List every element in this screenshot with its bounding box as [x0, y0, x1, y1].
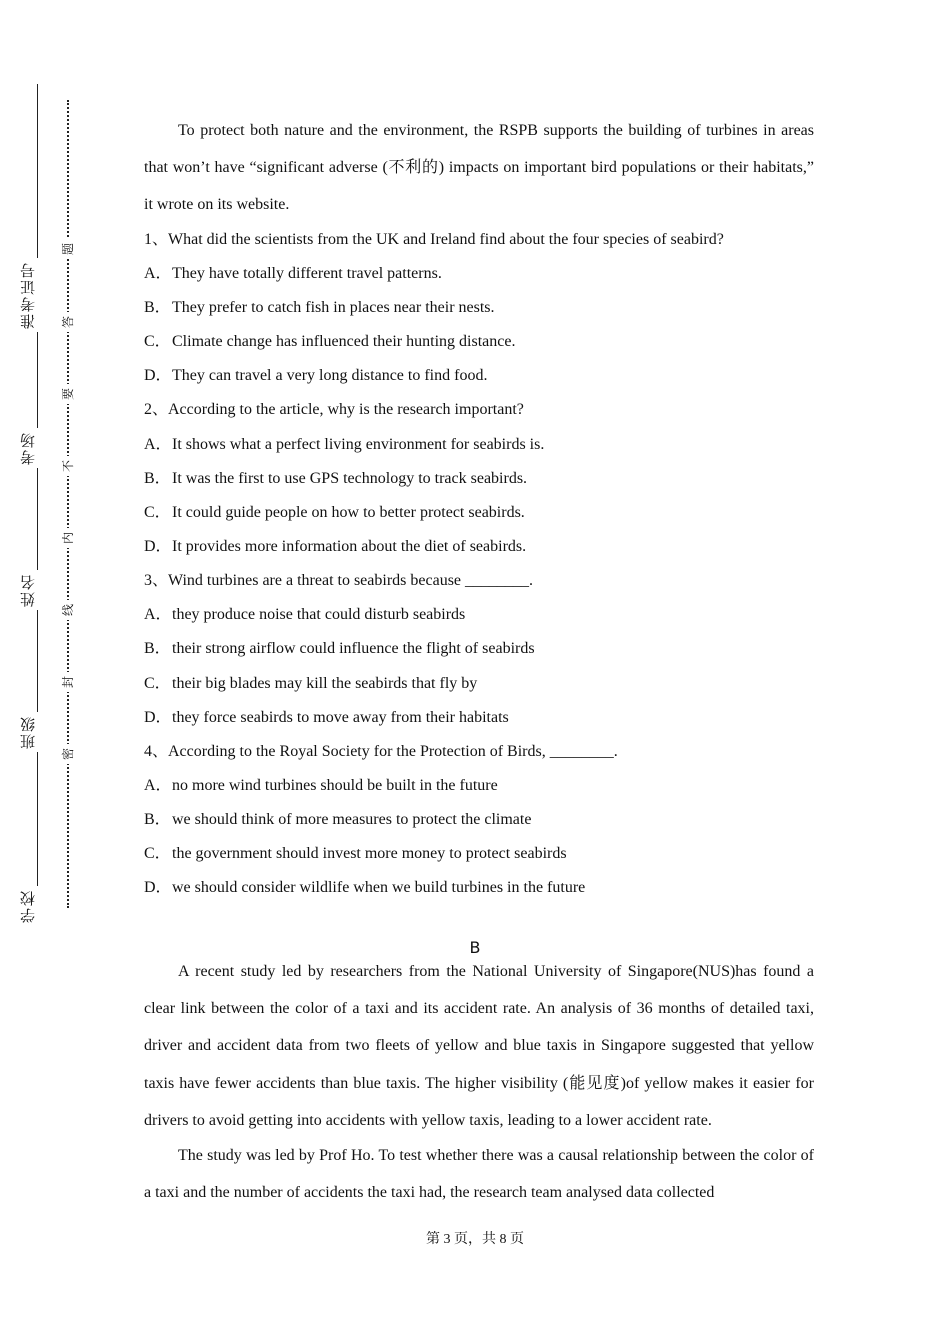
option-letter: B． — [144, 811, 171, 828]
option-letter: A． — [144, 436, 172, 453]
option-text: their strong airflow could influence the flight of seabirds — [172, 640, 535, 657]
seal-char: 内 — [59, 528, 77, 548]
question-1-option-a — [144, 264, 442, 284]
seal-char: 线 — [59, 600, 77, 620]
seal-char: 密 — [59, 744, 77, 764]
binding-dotted-line — [67, 100, 69, 908]
page-number-footer: 第 3 页，共 8 页 — [426, 1232, 524, 1247]
option-letter: C． — [144, 333, 171, 350]
option-letter: B． — [144, 299, 171, 316]
option-letter: B． — [144, 640, 171, 657]
question-2-option-c — [144, 503, 525, 523]
option-text: their big blades may kill the seabirds that fly by — [172, 675, 478, 692]
option-text: no more wind turbines should be built in the future — [172, 777, 498, 794]
question-4-option-c — [144, 844, 567, 864]
question-1-stem: 1、What did the scientists from the UK and Ireland find about the four species of seabird? — [144, 231, 724, 248]
question-4-option-b — [144, 810, 531, 830]
option-text: They can travel a very long distance to find food. — [172, 367, 488, 384]
field-label-school: 学校 — [19, 886, 55, 926]
option-letter: D． — [144, 538, 172, 555]
question-1-option-c — [144, 332, 515, 352]
option-letter: A． — [144, 265, 172, 282]
question-4-stem: 4、According to the Royal Society for the Protection of Birds, ________. — [144, 743, 618, 760]
option-letter: A． — [144, 777, 172, 794]
seal-char: 不 — [59, 456, 77, 476]
option-text: the government should invest more money to protect seabirds — [172, 845, 567, 862]
question-3-stem: 3、Wind turbines are a threat to seabirds because ________. — [144, 572, 534, 589]
option-text: It could guide people on how to better protect seabirds. — [172, 504, 525, 521]
option-letter: D． — [144, 367, 172, 384]
question-2-option-a — [144, 435, 544, 455]
option-text: It was the first to use GPS technology to track seabirds. — [172, 470, 528, 487]
question-3-option-a — [144, 605, 465, 625]
binding-margin — [0, 0, 110, 1344]
passage-b-paragraph-1: A recent study led by researchers from the National University of Singapore(NUS)has found a clear link between the color of a taxi and its accident rate. An analysis of 36 months of detailed taxi, driver and accident data from two fleets of yellow and blue taxis in Singapore suggested that yellow taxis have fewer accidents than blue taxis. The higher visibility (能见度)of yellow makes it easier for drivers to avoid getting into accidents with yellow taxis, leading to a lower accident rate. — [144, 963, 814, 1129]
question-3-option-b — [144, 639, 535, 659]
option-letter: D． — [144, 879, 172, 896]
option-letter: A． — [144, 606, 172, 623]
option-letter: B． — [144, 470, 171, 487]
question-2-option-d — [144, 537, 526, 557]
binding-solid-line — [37, 84, 38, 926]
option-text: Climate change has influenced their hunting distance. — [172, 333, 516, 350]
option-text: It shows what a perfect living environment for seabirds is. — [172, 436, 545, 453]
option-letter: C． — [144, 845, 171, 862]
option-text: we should think of more measures to protect the climate — [172, 811, 532, 828]
passage-a-paragraph: To protect both nature and the environment, the RSPB supports the building of turbines in areas that won’t have “significant adverse (不利的) impacts on important bird populations or their habitats,” it wrote on its website. — [144, 122, 814, 214]
question-2-option-b — [144, 469, 527, 489]
option-text: they force seabirds to move away from their habitats — [172, 709, 509, 726]
question-4-option-d — [144, 878, 585, 898]
seal-char: 要 — [59, 384, 77, 404]
option-letter: C． — [144, 675, 171, 692]
question-3-option-c — [144, 674, 477, 694]
option-text: they produce noise that could disturb seabirds — [172, 606, 466, 623]
option-text: They have totally different travel patterns. — [172, 265, 442, 282]
seal-char: 封 — [59, 672, 77, 692]
question-3-option-d — [144, 708, 509, 728]
seal-char: 答 — [59, 312, 77, 332]
option-text: we should consider wildlife when we build turbines in the future — [172, 879, 586, 896]
passage-b-paragraph-2: The study was led by Prof Ho. To test whether there was a causal relationship between the color of a taxi and the number of accidents the taxi had, the research team analysed data collected — [144, 1147, 814, 1202]
question-1-option-b — [144, 298, 495, 318]
question-2-stem: 2、According to the article, why is the research important? — [144, 401, 524, 418]
field-label-exam-id: 准考证号 — [19, 258, 55, 332]
option-text: They prefer to catch fish in places near their nests. — [172, 299, 495, 316]
field-label-class: 班级 — [19, 712, 55, 752]
field-label-room: 考场 — [19, 428, 55, 468]
question-1-option-d — [144, 366, 487, 386]
section-heading-b: B — [469, 938, 481, 957]
question-4-option-a — [144, 776, 498, 796]
option-letter: C． — [144, 504, 171, 521]
field-label-name: 姓名 — [19, 570, 55, 610]
option-text: It provides more information about the diet of seabirds. — [172, 538, 527, 555]
option-letter: D． — [144, 709, 172, 726]
seal-char: 题 — [59, 239, 77, 259]
